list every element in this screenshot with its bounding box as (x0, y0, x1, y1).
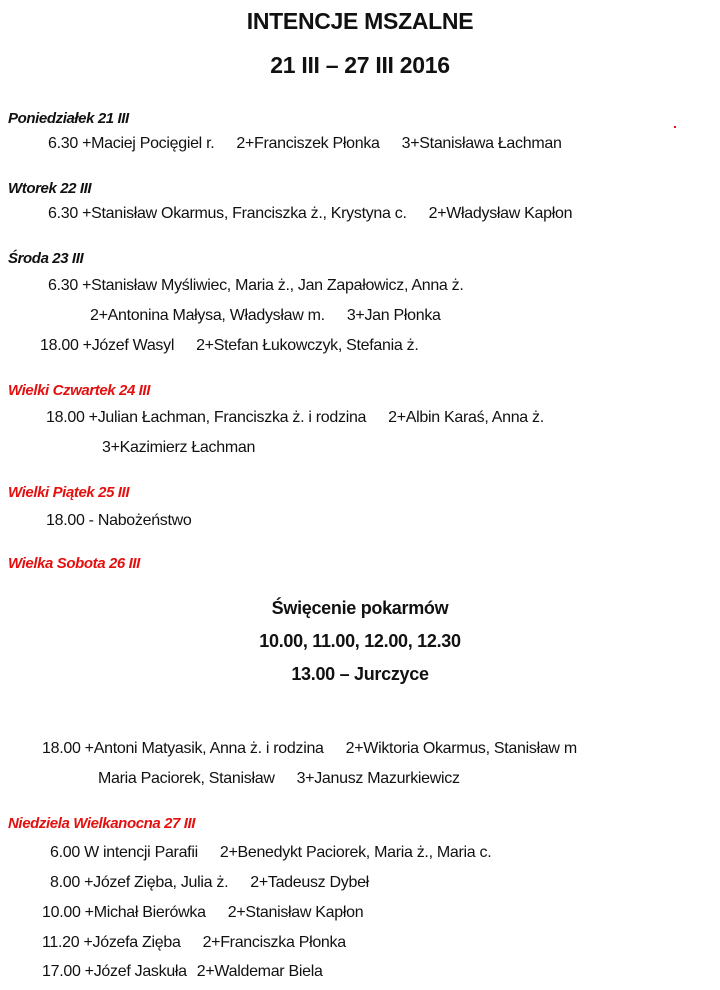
intention: 2+Antonina Małysa, Władysław m. (90, 307, 325, 324)
mass-line (42, 740, 577, 758)
intention: 2+Wiktoria Okarmus, Stanisław m (345, 740, 577, 757)
intention: 2+Stefan Łukowczyk, Stefania ż. (196, 337, 419, 354)
intention: 17.00 +Józef Jaskuła (42, 963, 187, 980)
blessing-times: 10.00, 11.00, 12.00, 12.30 (259, 631, 461, 651)
speck (674, 126, 676, 128)
intention: 6.30 +Stanisław Okarmus, Franciszka ż., Krystyna c. (48, 205, 407, 222)
mass-line (42, 904, 363, 922)
day-heading-monday: Poniedziałek 21 III (8, 110, 129, 127)
day-heading-tuesday: Wtorek 22 III (8, 180, 92, 197)
mass-line (90, 307, 441, 325)
intention: 2+Franciszek Płonka (236, 135, 380, 152)
intention: 2+Stanisław Kapłon (227, 904, 364, 921)
day-heading-holy-thursday: Wielki Czwartek 24 III (8, 382, 150, 399)
day-heading-good-friday: Wielki Piątek 25 III (8, 484, 130, 501)
intention: 2+Władysław Kapłon (428, 205, 573, 222)
day-heading-wednesday: Środa 23 III (8, 250, 84, 267)
intention: 18.00 +Julian Łachman, Franciszka ż. i rodzina (46, 409, 367, 426)
intention: Maria Paciorek, Stanisław (98, 770, 275, 787)
intention: 3+Janusz Mazurkiewicz (296, 770, 460, 787)
intention: 8.00 +Józef Zięba, Julia ż. (50, 874, 229, 891)
mass-line (102, 439, 255, 457)
intention: 6.30 +Maciej Pocięgiel r. (48, 135, 215, 152)
day-heading-easter-sunday: Niedziela Wielkanocna 27 III (8, 815, 196, 832)
mass-line (98, 770, 460, 788)
intention: 2+Albin Karaś, Anna ż. (388, 409, 544, 426)
mass-line (42, 934, 346, 952)
intention: 10.00 +Michał Bierówka (42, 904, 206, 921)
intention: 11.20 +Józefa Zięba (42, 934, 181, 951)
intention: 3+Jan Płonka (346, 307, 441, 324)
mass-line (48, 205, 572, 223)
mass-line (48, 135, 562, 153)
intention: 18.00 - Nabożeństwo (46, 512, 192, 529)
date-range: 21 III – 27 III 2016 (270, 52, 450, 78)
mass-line (50, 874, 369, 892)
intention: 18.00 +Józef Wasyl (40, 337, 175, 354)
mass-line (48, 277, 464, 295)
mass-line (46, 512, 192, 530)
intention: 2+Franciszka Płonka (202, 934, 346, 951)
day-heading-holy-saturday: Wielka Sobota 26 III (8, 555, 140, 572)
intention: 18.00 +Antoni Matyasik, Anna ż. i rodzina (42, 740, 324, 757)
intention: 6.00 W intencji Parafii (50, 844, 198, 861)
blessing-extra: 13.00 – Jurczyce (291, 664, 429, 684)
mass-line (42, 963, 323, 981)
intention: 3+Stanisława Łachman (401, 135, 562, 152)
intention: 3+Kazimierz Łachman (102, 439, 256, 456)
page-title: INTENCJE MSZALNE (246, 8, 474, 34)
mass-line (46, 409, 544, 427)
mass-line (40, 337, 418, 355)
intention: 2+Tadeusz Dybeł (250, 874, 369, 891)
mass-line (50, 844, 491, 862)
intention: 2+Benedykt Paciorek, Maria ż., Maria c. (219, 844, 492, 861)
blessing-title: Święcenie pokarmów (271, 598, 449, 618)
intention: 2+Waldemar Biela (196, 963, 323, 980)
intention: 6.30 +Stanisław Myśliwiec, Maria ż., Jan Zapałowicz, Anna ż. (48, 277, 464, 294)
